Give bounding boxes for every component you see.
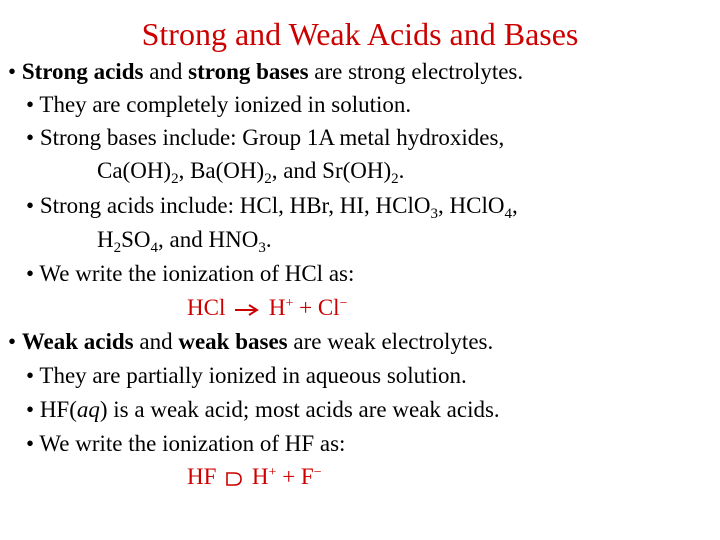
product: + F bbox=[276, 464, 314, 489]
slide-title: Strong and Weak Acids and Bases bbox=[141, 16, 579, 52]
subscript: 4 bbox=[150, 240, 159, 256]
bullet-weak-sub1 bbox=[26, 362, 467, 390]
bullet-weak-sub3 bbox=[26, 430, 345, 458]
bullet-strong-sub1 bbox=[26, 91, 411, 119]
hcl-ionization-equation bbox=[187, 294, 347, 322]
bullet-marker: • bbox=[26, 193, 35, 218]
reactant: HCl bbox=[187, 295, 226, 320]
text: H bbox=[97, 227, 114, 252]
strong-bases-list bbox=[97, 157, 404, 185]
subscript: 2 bbox=[264, 171, 272, 187]
text: HF( bbox=[39, 397, 77, 422]
strong-acids-list bbox=[97, 226, 272, 254]
term-weak-acids: Weak acids bbox=[21, 329, 134, 354]
term-weak-bases: weak bases bbox=[178, 329, 288, 354]
bullet-marker: • bbox=[26, 261, 35, 286]
text: They are completely ionized in solution. bbox=[39, 92, 412, 117]
product: H bbox=[268, 295, 286, 320]
equilibrium-arrow-icon bbox=[225, 471, 243, 487]
charge: + bbox=[285, 296, 294, 311]
text: They are partially ionized in aqueous solution. bbox=[39, 363, 467, 388]
bullet-weak-sub2 bbox=[26, 396, 500, 424]
text: Strong acids include: HCl, HBr, HI, HClO bbox=[39, 193, 431, 218]
text: , and Sr(OH) bbox=[271, 158, 392, 183]
text: We write the ionization of HCl as: bbox=[39, 261, 355, 286]
text: , HClO bbox=[438, 193, 505, 218]
text: . bbox=[265, 227, 272, 252]
hf-ionization-equation bbox=[187, 463, 322, 491]
bullet-marker: • bbox=[8, 59, 17, 84]
arrow-right-icon bbox=[233, 303, 261, 317]
text: Strong bases include: Group 1A metal hydroxides, bbox=[39, 125, 505, 150]
bullet-marker: • bbox=[26, 397, 35, 422]
bullet-strong-sub3 bbox=[26, 192, 518, 220]
bullet-marker: • bbox=[26, 92, 35, 117]
term-strong-acids: Strong acids bbox=[21, 59, 144, 84]
bullet-weak-main bbox=[8, 328, 493, 356]
subscript: 2 bbox=[391, 171, 399, 187]
text: are strong electrolytes. bbox=[308, 59, 524, 84]
subscript: 2 bbox=[113, 240, 122, 256]
bullet-strong-main bbox=[8, 58, 523, 86]
charge: + bbox=[268, 465, 277, 480]
text: , bbox=[511, 193, 518, 218]
product: H bbox=[251, 464, 269, 489]
subscript: 3 bbox=[258, 240, 266, 256]
bullet-marker: • bbox=[8, 329, 17, 354]
text: SO bbox=[121, 227, 151, 252]
text: Ca(OH) bbox=[97, 158, 172, 183]
text: ) is a weak acid; most acids are weak acids. bbox=[99, 397, 500, 422]
text: , and HNO bbox=[158, 227, 259, 252]
reactant: HF bbox=[187, 464, 217, 489]
text: , Ba(OH) bbox=[178, 158, 265, 183]
charge: − bbox=[339, 296, 348, 311]
subscript: 2 bbox=[171, 171, 179, 187]
text: and bbox=[133, 329, 179, 354]
text: . bbox=[398, 158, 405, 183]
bullet-marker: • bbox=[26, 431, 35, 456]
bullet-strong-sub4 bbox=[26, 260, 354, 288]
bullet-marker: • bbox=[26, 125, 35, 150]
subscript: 4 bbox=[504, 206, 512, 222]
bullet-strong-sub2 bbox=[26, 124, 504, 152]
state-symbol: aq bbox=[76, 397, 100, 422]
bullet-marker: • bbox=[26, 363, 35, 388]
term-strong-bases: strong bases bbox=[188, 59, 309, 84]
product: + Cl bbox=[293, 295, 340, 320]
text: are weak electrolytes. bbox=[287, 329, 494, 354]
subscript: 3 bbox=[430, 206, 438, 222]
text: We write the ionization of HF as: bbox=[39, 431, 346, 456]
charge: − bbox=[313, 465, 322, 480]
text: and bbox=[143, 59, 189, 84]
